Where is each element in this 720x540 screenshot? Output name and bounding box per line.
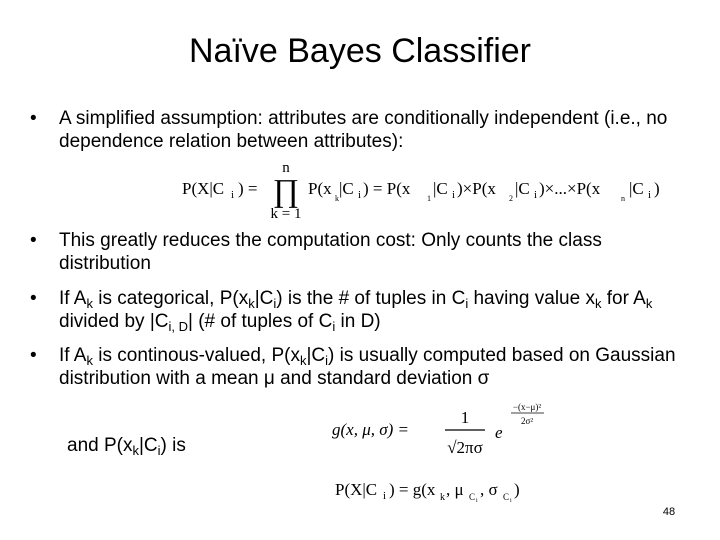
svg-text:P(X|C: P(X|C <box>182 179 225 198</box>
svg-text:P(X|C: P(X|C <box>335 480 378 499</box>
svg-text:2: 2 <box>509 194 513 203</box>
svg-text:i: i <box>231 189 235 201</box>
svg-text:C: C <box>503 492 510 502</box>
svg-text:i: i <box>452 189 456 201</box>
bullet-symbol: • <box>30 345 37 366</box>
svg-text:i: i <box>358 189 362 201</box>
svg-text:e: e <box>495 423 503 442</box>
page-number: 48 <box>662 506 676 518</box>
svg-text:n: n <box>282 160 290 176</box>
svg-text:k = 1: k = 1 <box>270 206 302 222</box>
bullet-text: If $A_k$ is categorical, $P(x_k|C_i)$ is the # of tuples in $C_i$ having value $x_k$ for $A_k$ divided by $|C_{i, D}|$ (# of tuples of $C_i$ in D) <box>59 288 653 334</box>
svg-text:) =: ) = <box>238 179 258 198</box>
bullet-text: This greatly reduces the computation cost: Only counts the class distribution <box>59 230 602 274</box>
svg-text:) = g(x: ) = g(x <box>389 480 436 499</box>
class-conditional-formula <box>333 473 553 505</box>
svg-text:P(x: P(x <box>308 179 332 198</box>
svg-text:1: 1 <box>460 408 470 427</box>
svg-text:|C: |C <box>629 179 644 198</box>
svg-text:|C: |C <box>339 179 354 198</box>
gaussian-intro: and $P(x_k|C_i)$ is <box>67 435 186 458</box>
product-formula <box>180 160 670 222</box>
svg-text:i: i <box>476 498 478 504</box>
svg-text:g(x, μ, σ) =: g(x, μ, σ) = <box>332 420 410 439</box>
svg-text:) = P(x: ) = P(x <box>363 179 411 198</box>
svg-text:): ) <box>654 179 660 198</box>
bullet-text: A simplified assumption: attributes are conditionally independent (i.e., no dependence relation between attributes): <box>59 108 668 152</box>
svg-text:|C: |C <box>433 179 448 198</box>
slide-title: Naïve Bayes Classifier <box>188 32 531 70</box>
svg-text:i: i <box>383 490 387 502</box>
svg-text:i: i <box>648 189 652 201</box>
svg-text:): ) <box>514 480 520 499</box>
svg-text:C: C <box>469 492 476 502</box>
bullet-symbol: • <box>30 230 37 251</box>
svg-text:i: i <box>534 189 538 201</box>
svg-text:k: k <box>440 492 445 503</box>
svg-text:|C: |C <box>515 179 530 198</box>
svg-text:)×P(x: )×P(x <box>457 179 496 198</box>
svg-text:)×...×P(x: )×...×P(x <box>539 179 601 198</box>
svg-text:, μ: , μ <box>446 480 464 499</box>
svg-text:k: k <box>335 194 339 203</box>
svg-text:1: 1 <box>427 194 431 203</box>
svg-text:i: i <box>510 498 512 504</box>
gaussian-formula <box>330 400 550 460</box>
svg-text:√2πσ: √2πσ <box>447 438 483 457</box>
svg-text:2σ²: 2σ² <box>520 416 534 426</box>
svg-text:−(x−μ)²: −(x−μ)² <box>512 402 542 412</box>
bullet-symbol: • <box>30 288 37 309</box>
svg-text:, σ: , σ <box>480 480 498 499</box>
bullet-text: If $A_k$ is continous-valued, $P(x_k|C_i)$ is usually computed based on Gaussian distribution with a mean μ and standard deviation σ <box>59 345 676 389</box>
svg-text:n: n <box>621 194 625 203</box>
bullet-symbol: • <box>30 108 37 129</box>
svg-text:∏: ∏ <box>272 172 300 208</box>
